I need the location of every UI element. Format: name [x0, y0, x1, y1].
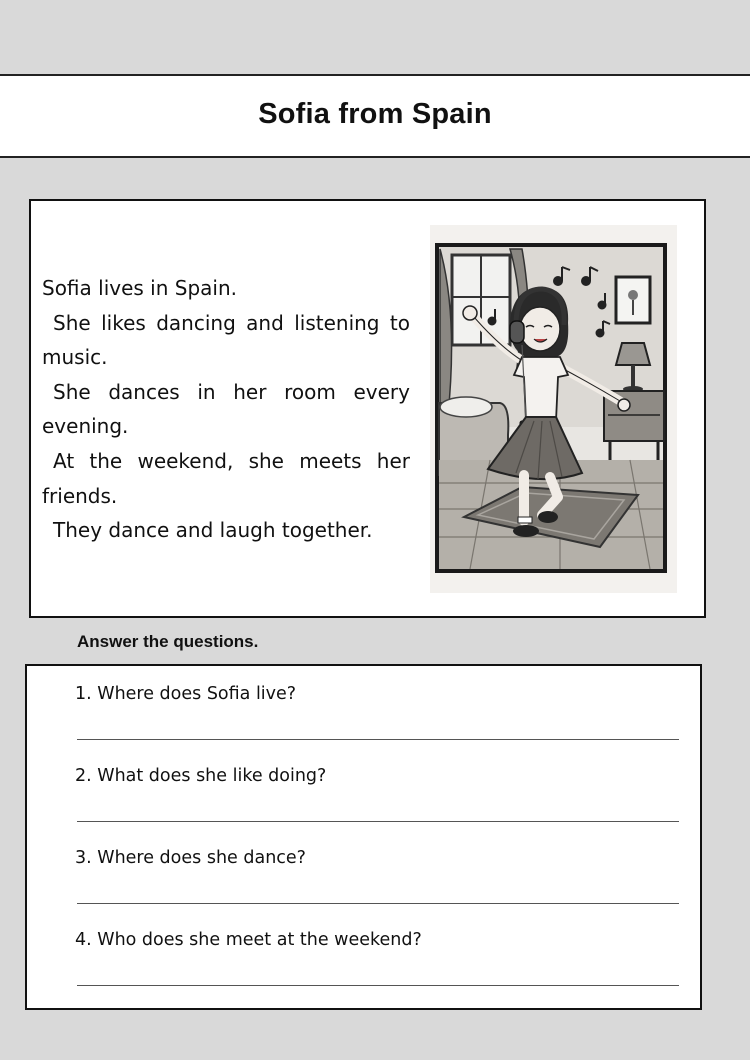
answer-instructions: Answer the questions. — [77, 632, 259, 651]
story-line: She likes dancing and listening to music. — [42, 310, 410, 370]
question-3: 3. Where does she dance? — [75, 848, 306, 868]
story-line: She dances in her room every evening. — [42, 379, 410, 439]
answer-line-2[interactable] — [77, 821, 679, 822]
page-title: Sofia from Spain — [258, 97, 492, 130]
story-line: They dance and laugh together. — [53, 518, 373, 543]
story-box — [29, 199, 706, 618]
title-band — [0, 74, 750, 158]
girl-dancing-illustration — [430, 225, 677, 593]
story-line: Sofia lives in Spain. — [42, 276, 237, 300]
story-text — [42, 271, 410, 548]
questions-box — [25, 664, 702, 1010]
question-4: 4. Who does she meet at the weekend? — [75, 930, 422, 950]
answer-line-4[interactable] — [77, 985, 679, 986]
question-1: 1. Where does Sofia live? — [75, 684, 297, 704]
story-line: At the weekend, she meets her friends. — [42, 448, 410, 508]
question-2: 2. What does she like doing? — [75, 766, 327, 786]
answer-line-1[interactable] — [77, 739, 679, 740]
answer-line-3[interactable] — [77, 903, 679, 904]
